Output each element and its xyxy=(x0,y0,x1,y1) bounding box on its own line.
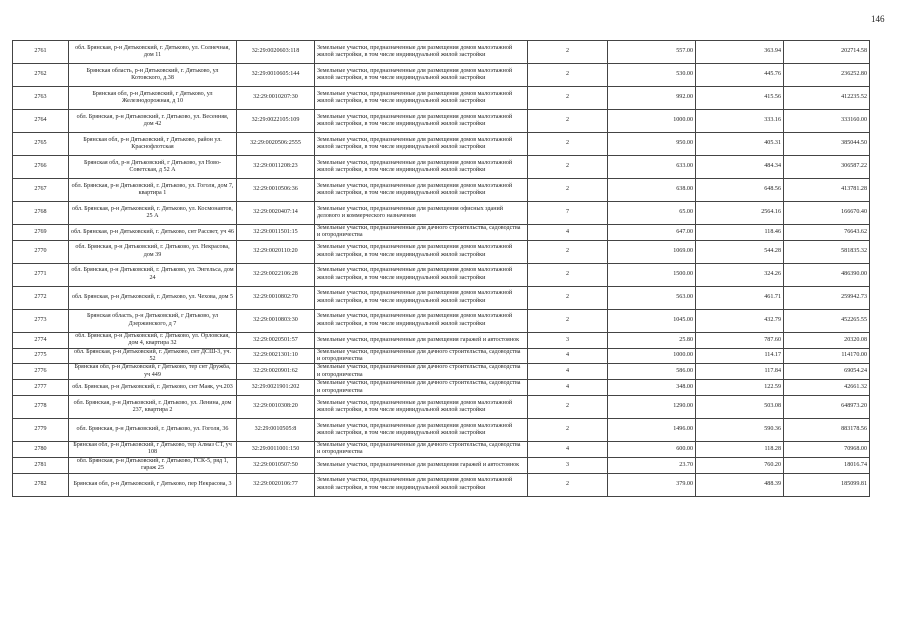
row-number-cell: 2775 xyxy=(13,348,69,364)
address-cell: Брянская обл, р-н Дятьковский, г Дятьково, район ул. Краснофлотская xyxy=(69,133,237,156)
permitted-use-cell: Земельные участки, предназначенные для размещения домов малоэтажной жилой застройки, в том числе индивидуальной жилой застройки xyxy=(315,473,528,496)
use-group-cell: 2 xyxy=(528,286,608,309)
permitted-use-cell: Земельные участки, предназначенные для размещения гаражей и автостоянок xyxy=(315,457,528,473)
use-group-cell: 2 xyxy=(528,87,608,110)
table-row xyxy=(13,348,870,364)
cadastral-value-cell: 333160.00 xyxy=(784,110,870,133)
row-number-cell: 2763 xyxy=(13,87,69,110)
specific-value-cell: 117.84 xyxy=(696,364,784,380)
permitted-use-cell: Земельные участки, предназначенные для размещения домов малоэтажной жилой застройки, в том числе индивидуальной жилой застройки xyxy=(315,110,528,133)
use-group-cell: 7 xyxy=(528,202,608,225)
row-number-cell: 2772 xyxy=(13,286,69,309)
cadastral-number-cell: 32:29:0020501:57 xyxy=(237,332,315,348)
cadastral-number-cell: 32:29:0020106:77 xyxy=(237,473,315,496)
table-row xyxy=(13,110,870,133)
table-row xyxy=(13,225,870,241)
address-cell: обл. Брянская, р-н Дятьковский, г. Дятьково, ул. Некрасова, дом 39 xyxy=(69,240,237,263)
use-group-cell: 2 xyxy=(528,240,608,263)
cadastral-value-cell: 202714.58 xyxy=(784,41,870,64)
table-row xyxy=(13,263,870,286)
permitted-use-cell: Земельные участки, предназначенные для размещения домов малоэтажной жилой застройки, в том числе индивидуальной жилой застройки xyxy=(315,179,528,202)
area-cell: 1290.00 xyxy=(608,396,696,419)
cadastral-number-cell: 32:29:0020901:62 xyxy=(237,364,315,380)
cadastral-number-cell: 32:29:0010802:70 xyxy=(237,286,315,309)
area-cell: 348.00 xyxy=(608,380,696,396)
address-cell: Брянская обл, р-н Дятьковский, г Дятьково, тер снт Дружба, уч 449 xyxy=(69,364,237,380)
specific-value-cell: 461.71 xyxy=(696,286,784,309)
table-row xyxy=(13,179,870,202)
specific-value-cell: 648.56 xyxy=(696,179,784,202)
area-cell: 638.00 xyxy=(608,179,696,202)
address-cell: обл. Брянская, р-н Дятьковский, г. Дятьково, снт ДСШ-3, уч. 52 xyxy=(69,348,237,364)
cadastral-value-cell: 581835.32 xyxy=(784,240,870,263)
permitted-use-cell: Земельные участки, предназначенные для дачного строительства, садоводства и огородничества xyxy=(315,225,528,241)
cadastral-value-cell: 883178.56 xyxy=(784,419,870,442)
cadastral-value-cell: 114170.00 xyxy=(784,348,870,364)
cadastral-number-cell: 32:29:0011208:23 xyxy=(237,156,315,179)
permitted-use-cell: Земельные участки, предназначенные для дачного строительства, садоводства и огородничества xyxy=(315,380,528,396)
cadastral-number-cell: 32:29:0022105:109 xyxy=(237,110,315,133)
use-group-cell: 2 xyxy=(528,473,608,496)
permitted-use-cell: Земельные участки, предназначенные для размещения офисных зданий делового и коммерческого назначения xyxy=(315,202,528,225)
cadastral-value-cell: 452265.55 xyxy=(784,309,870,332)
permitted-use-cell: Земельные участки, предназначенные для дачного строительства, садоводства и огородничества xyxy=(315,442,528,458)
cadastral-number-cell: 32:29:0021301:10 xyxy=(237,348,315,364)
cadastral-value-cell: 42661.32 xyxy=(784,380,870,396)
cadastral-value-cell: 412235.52 xyxy=(784,87,870,110)
cadastral-number-cell: 32:29:0020110:20 xyxy=(237,240,315,263)
use-group-cell: 2 xyxy=(528,419,608,442)
address-cell: Брянская обл, р-н Дятьковский, г Дятьково, тер Алмаз СТ, уч 108 xyxy=(69,442,237,458)
row-number-cell: 2771 xyxy=(13,263,69,286)
permitted-use-cell: Земельные участки, предназначенные для размещения домов малоэтажной жилой застройки, в том числе индивидуальной жилой застройки xyxy=(315,286,528,309)
permitted-use-cell: Земельные участки, предназначенные для размещения домов малоэтажной жилой застройки, в том числе индивидуальной жилой застройки xyxy=(315,419,528,442)
specific-value-cell: 590.36 xyxy=(696,419,784,442)
use-group-cell: 2 xyxy=(528,396,608,419)
area-cell: 992.00 xyxy=(608,87,696,110)
area-cell: 25.80 xyxy=(608,332,696,348)
cadastral-value-cell: 69054.24 xyxy=(784,364,870,380)
address-cell: обл. Брянская, р-н Дятьковский, г. Дятьково, ул. Космонавтов, 25 А xyxy=(69,202,237,225)
permitted-use-cell: Земельные участки, предназначенные для размещения домов малоэтажной жилой застройки, в том числе индивидуальной жилой застройки xyxy=(315,156,528,179)
row-number-cell: 2781 xyxy=(13,457,69,473)
permitted-use-cell: Земельные участки, предназначенные для размещения домов малоэтажной жилой застройки, в том числе индивидуальной жилой застройки xyxy=(315,64,528,87)
address-cell: Брянская область, р-н Дятьковский, г Дятьково, ул Дзержинского, д 7 xyxy=(69,309,237,332)
row-number-cell: 2774 xyxy=(13,332,69,348)
permitted-use-cell: Земельные участки, предназначенные для размещения домов малоэтажной жилой застройки, в том числе индивидуальной жилой застройки xyxy=(315,133,528,156)
row-number-cell: 2761 xyxy=(13,41,69,64)
row-number-cell: 2768 xyxy=(13,202,69,225)
use-group-cell: 2 xyxy=(528,110,608,133)
cadastral-number-cell: 32:29:0010605:144 xyxy=(237,64,315,87)
cadastral-number-cell: 32:29:0010507:50 xyxy=(237,457,315,473)
use-group-cell: 2 xyxy=(528,179,608,202)
table-row xyxy=(13,419,870,442)
address-cell: Брянская обл, р-н Дятьковский, г Дятьково, пер Некрасова, 3 xyxy=(69,473,237,496)
area-cell: 530.00 xyxy=(608,64,696,87)
cadastral-number-cell: 32:29:0011001:150 xyxy=(237,442,315,458)
cadastral-value-cell: 166670.40 xyxy=(784,202,870,225)
cadastral-value-cell: 70968.00 xyxy=(784,442,870,458)
row-number-cell: 2776 xyxy=(13,364,69,380)
table-row xyxy=(13,364,870,380)
permitted-use-cell: Земельные участки, предназначенные для дачного строительства, садоводства и огородничества xyxy=(315,348,528,364)
address-cell: обл. Брянская, р-н Дятьковский, г. Дятьково, ул. Солнечная, дом 11 xyxy=(69,41,237,64)
use-group-cell: 2 xyxy=(528,156,608,179)
row-number-cell: 2773 xyxy=(13,309,69,332)
table-row xyxy=(13,41,870,64)
specific-value-cell: 445.76 xyxy=(696,64,784,87)
permitted-use-cell: Земельные участки, предназначенные для размещения домов малоэтажной жилой застройки, в том числе индивидуальной жилой застройки xyxy=(315,240,528,263)
row-number-cell: 2767 xyxy=(13,179,69,202)
cadastral-number-cell: 32:29:0020407:14 xyxy=(237,202,315,225)
land-valuation-table xyxy=(12,40,870,497)
specific-value-cell: 544.28 xyxy=(696,240,784,263)
page-number: 146 xyxy=(871,14,885,24)
permitted-use-cell: Земельные участки, предназначенные для размещения домов малоэтажной жилой застройки, в том числе индивидуальной жилой застройки xyxy=(315,396,528,419)
table-row xyxy=(13,380,870,396)
area-cell: 600.00 xyxy=(608,442,696,458)
address-cell: обл. Брянская, р-н Дятьковский, г. Дятьково, ГСК-5, ряд 1, гараж 25 xyxy=(69,457,237,473)
use-group-cell: 2 xyxy=(528,309,608,332)
area-cell: 950.00 xyxy=(608,133,696,156)
permitted-use-cell: Земельные участки, предназначенные для размещения домов малоэтажной жилой застройки, в том числе индивидуальной жилой застройки xyxy=(315,263,528,286)
table-row xyxy=(13,309,870,332)
cadastral-value-cell: 259942.73 xyxy=(784,286,870,309)
specific-value-cell: 324.26 xyxy=(696,263,784,286)
area-cell: 1000.00 xyxy=(608,110,696,133)
row-number-cell: 2779 xyxy=(13,419,69,442)
address-cell: обл. Брянская, р-н Дятьковский, г. Дятьково, ул. Гоголя, 36 xyxy=(69,419,237,442)
permitted-use-cell: Земельные участки, предназначенные для размещения домов малоэтажной жилой застройки, в том числе индивидуальной жилой застройки xyxy=(315,309,528,332)
specific-value-cell: 787.60 xyxy=(696,332,784,348)
cadastral-value-cell: 20320.08 xyxy=(784,332,870,348)
use-group-cell: 3 xyxy=(528,457,608,473)
area-cell: 647.00 xyxy=(608,225,696,241)
address-cell: обл. Брянская, р-н Дятьковский, г. Дятьково, ул. Ленина, дом 237, квартира 2 xyxy=(69,396,237,419)
area-cell: 1045.00 xyxy=(608,309,696,332)
table-row xyxy=(13,64,870,87)
area-cell: 379.00 xyxy=(608,473,696,496)
cadastral-number-cell: 32:29:0011501:15 xyxy=(237,225,315,241)
row-number-cell: 2770 xyxy=(13,240,69,263)
use-group-cell: 4 xyxy=(528,380,608,396)
cadastral-value-cell: 306587.22 xyxy=(784,156,870,179)
use-group-cell: 4 xyxy=(528,364,608,380)
use-group-cell: 4 xyxy=(528,225,608,241)
permitted-use-cell: Земельные участки, предназначенные для размещения домов малоэтажной жилой застройки, в том числе индивидуальной жилой застройки xyxy=(315,41,528,64)
specific-value-cell: 333.16 xyxy=(696,110,784,133)
use-group-cell: 4 xyxy=(528,442,608,458)
use-group-cell: 2 xyxy=(528,263,608,286)
cadastral-number-cell: 32:29:0021901:202 xyxy=(237,380,315,396)
specific-value-cell: 484.34 xyxy=(696,156,784,179)
specific-value-cell: 363.94 xyxy=(696,41,784,64)
area-cell: 586.00 xyxy=(608,364,696,380)
row-number-cell: 2778 xyxy=(13,396,69,419)
address-cell: обл. Брянская, р-н Дятьковский, г. Дятьково, снт Маяк, уч.203 xyxy=(69,380,237,396)
cadastral-value-cell: 648973.20 xyxy=(784,396,870,419)
specific-value-cell: 415.56 xyxy=(696,87,784,110)
table-row xyxy=(13,87,870,110)
address-cell: обл. Брянская, р-н Дятьковский, г. Дятьково, ул. Весенняя, дом 42 xyxy=(69,110,237,133)
area-cell: 65.00 xyxy=(608,202,696,225)
table-row xyxy=(13,156,870,179)
area-cell: 557.00 xyxy=(608,41,696,64)
specific-value-cell: 2564.16 xyxy=(696,202,784,225)
cadastral-number-cell: 32:29:0020603:118 xyxy=(237,41,315,64)
address-cell: Брянская обл, р-н Дятьковский, г Дятьково, ул Ново-Советская, д 52 А xyxy=(69,156,237,179)
address-cell: обл. Брянская, р-н Дятьковский, г. Дятьково, ул. Орловская, дом 4, квартира 32 xyxy=(69,332,237,348)
area-cell: 1000.00 xyxy=(608,348,696,364)
use-group-cell: 4 xyxy=(528,348,608,364)
table-row xyxy=(13,332,870,348)
address-cell: обл. Брянская, р-н Дятьковский, г. Дятьково, ул. Энгельса, дом 24 xyxy=(69,263,237,286)
area-cell: 1496.00 xyxy=(608,419,696,442)
cadastral-value-cell: 385044.50 xyxy=(784,133,870,156)
area-cell: 23.70 xyxy=(608,457,696,473)
permitted-use-cell: Земельные участки, предназначенные для размещения гаражей и автостоянок xyxy=(315,332,528,348)
cadastral-number-cell: 32:29:0010506:36 xyxy=(237,179,315,202)
table-row xyxy=(13,202,870,225)
row-number-cell: 2765 xyxy=(13,133,69,156)
use-group-cell: 2 xyxy=(528,41,608,64)
table-body xyxy=(13,41,870,497)
table-row xyxy=(13,133,870,156)
permitted-use-cell: Земельные участки, предназначенные для размещения домов малоэтажной жилой застройки, в том числе индивидуальной жилой застройки xyxy=(315,87,528,110)
row-number-cell: 2764 xyxy=(13,110,69,133)
table-row xyxy=(13,240,870,263)
row-number-cell: 2780 xyxy=(13,442,69,458)
specific-value-cell: 405.31 xyxy=(696,133,784,156)
table-row xyxy=(13,457,870,473)
permitted-use-cell: Земельные участки, предназначенные для дачного строительства, садоводства и огородничества xyxy=(315,364,528,380)
area-cell: 1500.00 xyxy=(608,263,696,286)
specific-value-cell: 118.46 xyxy=(696,225,784,241)
use-group-cell: 2 xyxy=(528,133,608,156)
cadastral-value-cell: 486390.00 xyxy=(784,263,870,286)
use-group-cell: 2 xyxy=(528,64,608,87)
cadastral-value-cell: 413781.28 xyxy=(784,179,870,202)
row-number-cell: 2782 xyxy=(13,473,69,496)
specific-value-cell: 122.59 xyxy=(696,380,784,396)
table-row xyxy=(13,396,870,419)
row-number-cell: 2777 xyxy=(13,380,69,396)
cadastral-number-cell: 32:29:0010505:8 xyxy=(237,419,315,442)
address-cell: обл. Брянская, р-н Дятьковский, г. Дятьково, снт Рассвет, уч 46 xyxy=(69,225,237,241)
specific-value-cell: 503.08 xyxy=(696,396,784,419)
address-cell: Брянская область, р-н Дятьковский, г. Дятьково, ул Котовского, д.38 xyxy=(69,64,237,87)
cadastral-number-cell: 32:29:0010803:30 xyxy=(237,309,315,332)
cadastral-value-cell: 76643.62 xyxy=(784,225,870,241)
area-cell: 633.00 xyxy=(608,156,696,179)
use-group-cell: 3 xyxy=(528,332,608,348)
specific-value-cell: 118.28 xyxy=(696,442,784,458)
row-number-cell: 2769 xyxy=(13,225,69,241)
specific-value-cell: 760.20 xyxy=(696,457,784,473)
area-cell: 1069.00 xyxy=(608,240,696,263)
cadastral-number-cell: 32:29:0022106:28 xyxy=(237,263,315,286)
address-cell: Брянская обл, р-н Дятьковский, г Дятьково, ул Железнодорожная, д 10 xyxy=(69,87,237,110)
row-number-cell: 2766 xyxy=(13,156,69,179)
cadastral-number-cell: 32:29:0010207:30 xyxy=(237,87,315,110)
specific-value-cell: 432.79 xyxy=(696,309,784,332)
specific-value-cell: 114.17 xyxy=(696,348,784,364)
area-cell: 563.00 xyxy=(608,286,696,309)
cadastral-value-cell: 236252.80 xyxy=(784,64,870,87)
specific-value-cell: 488.39 xyxy=(696,473,784,496)
table-row xyxy=(13,286,870,309)
address-cell: обл. Брянская, р-н Дятьковский, г. Дятьково, ул. Чехова, дом 5 xyxy=(69,286,237,309)
cadastral-number-cell: 32:29:0020506:2555 xyxy=(237,133,315,156)
row-number-cell: 2762 xyxy=(13,64,69,87)
cadastral-value-cell: 18016.74 xyxy=(784,457,870,473)
table-row xyxy=(13,473,870,496)
table-row xyxy=(13,442,870,458)
address-cell: обл. Брянская, р-н Дятьковский, г. Дятьково, ул. Гоголя, дом 7, квартира 1 xyxy=(69,179,237,202)
cadastral-value-cell: 185099.81 xyxy=(784,473,870,496)
cadastral-number-cell: 32:29:0010308:20 xyxy=(237,396,315,419)
